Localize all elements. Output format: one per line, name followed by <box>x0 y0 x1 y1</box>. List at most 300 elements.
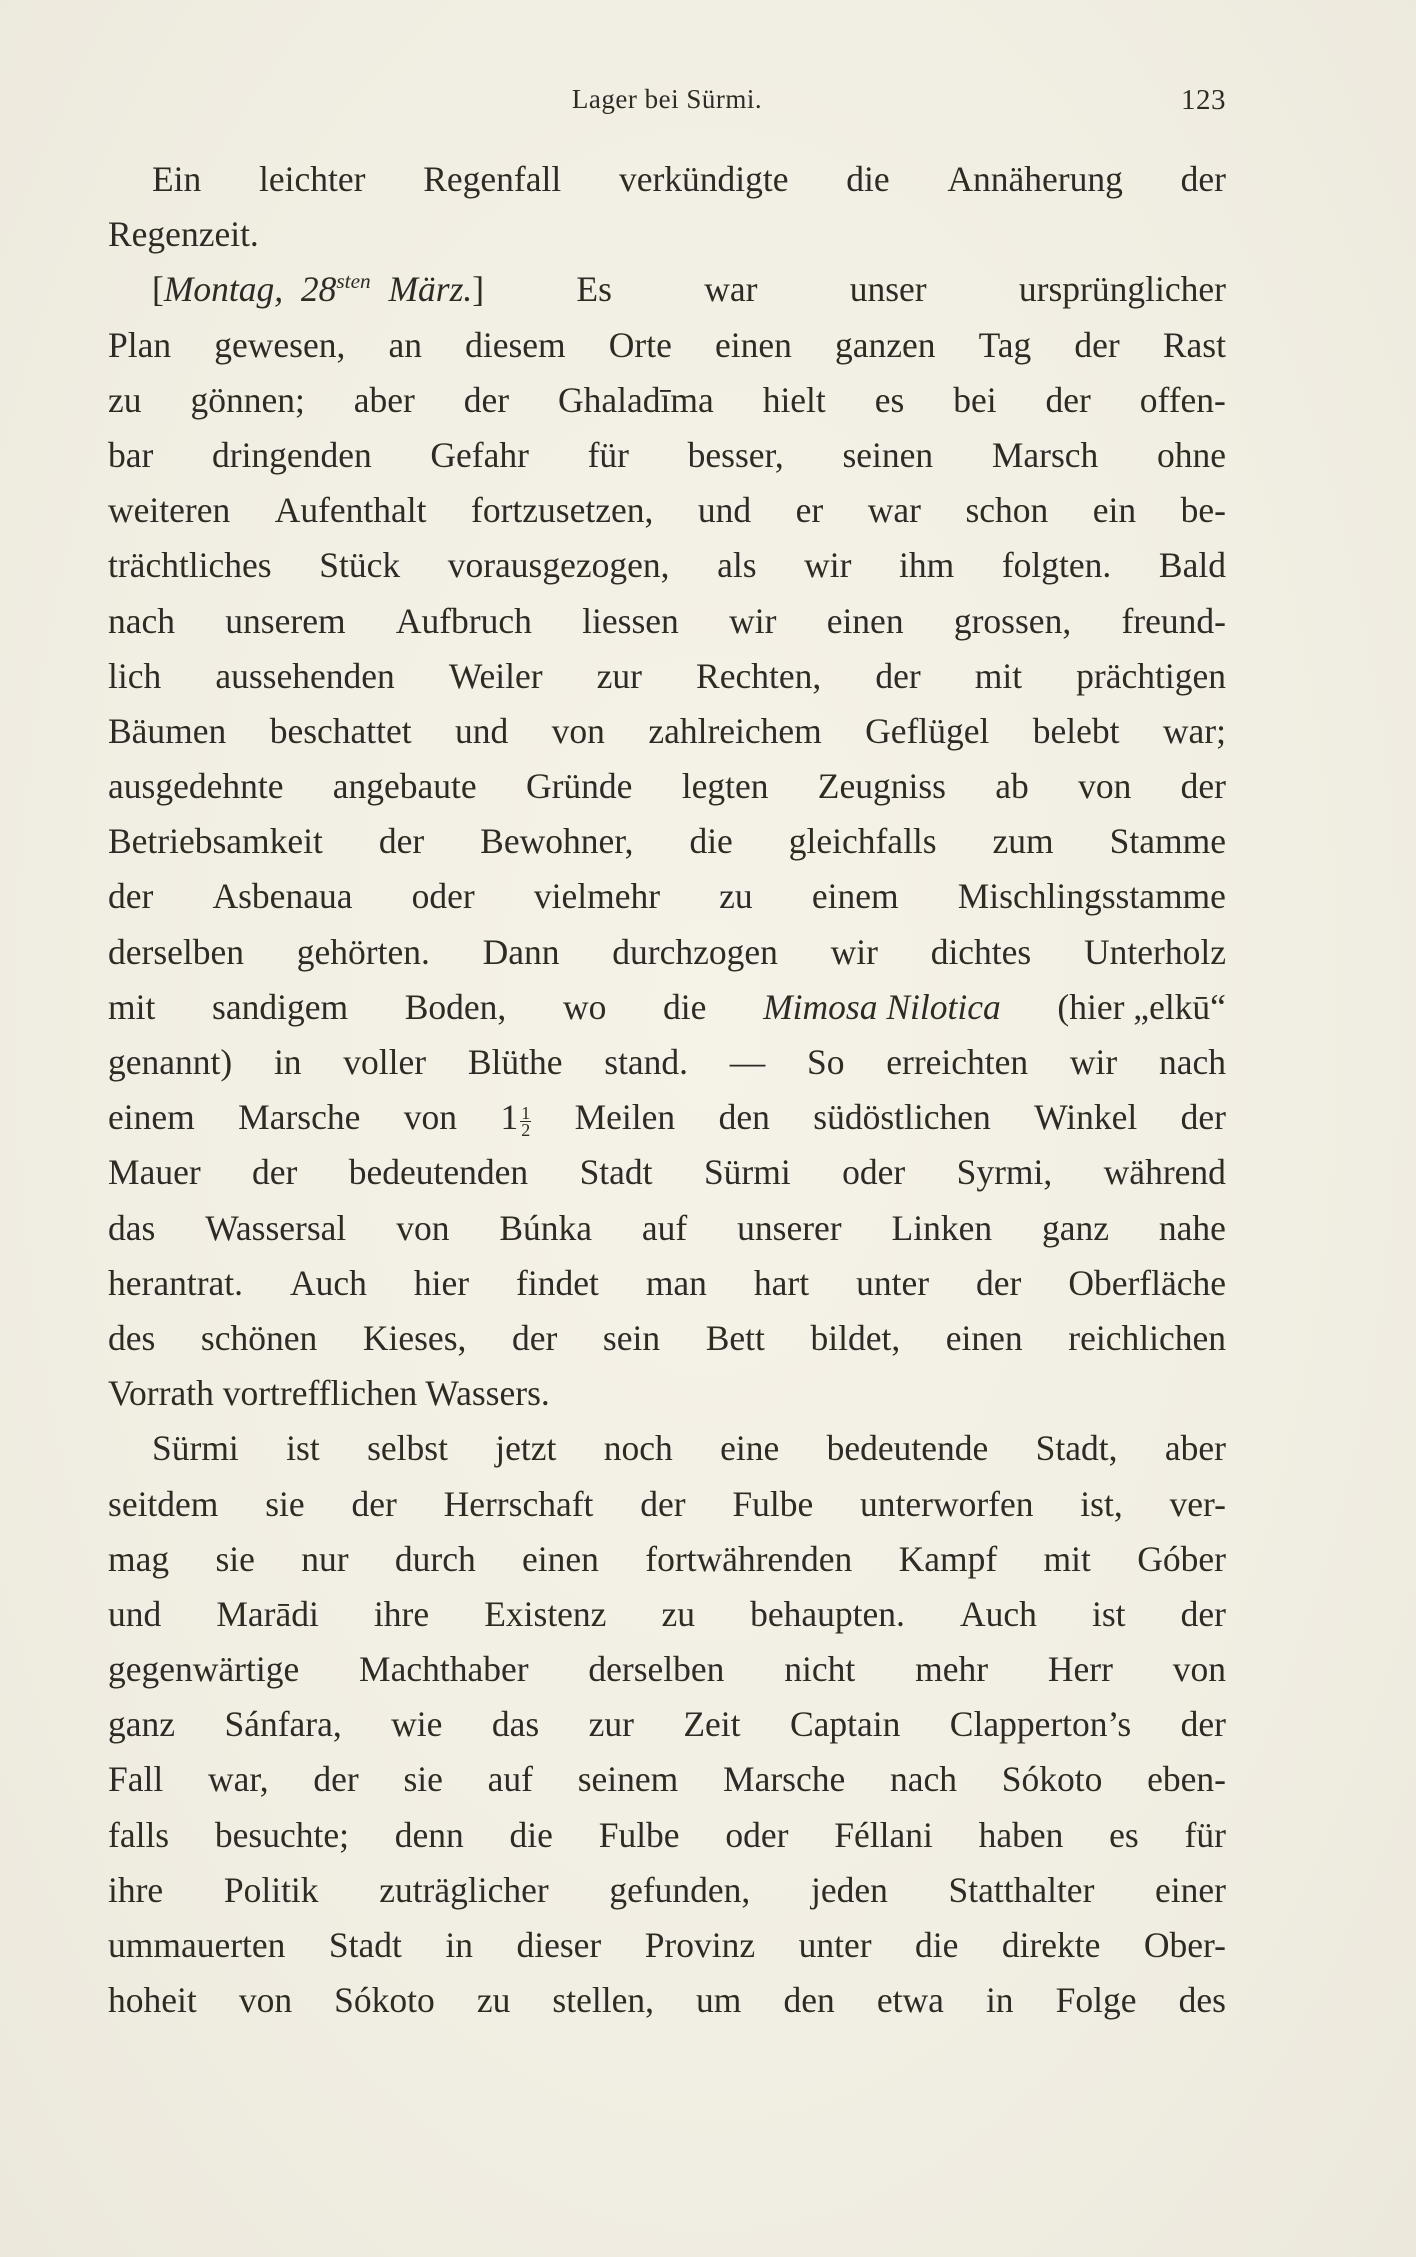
word: der <box>1180 1593 1226 1634</box>
word: zu <box>719 876 753 917</box>
word: man <box>645 1262 707 1303</box>
word: einen <box>522 1538 599 1579</box>
word: hart <box>753 1262 810 1303</box>
word: So <box>807 1042 845 1082</box>
word: folgten. <box>1001 545 1112 586</box>
paragraph-1 <box>108 152 1226 262</box>
half-fraction: $\frac{1}{2}$ <box>521 1102 531 1140</box>
word: Herr <box>1047 1649 1113 1690</box>
word: durchzogen <box>612 931 778 972</box>
word: Mischlingsstamme <box>957 876 1226 917</box>
word: Politik <box>223 1869 319 1910</box>
word: Existenz <box>484 1593 607 1634</box>
word: fortzusetzen, <box>471 490 654 531</box>
dateline-ordinal-suffix: sten <box>336 269 371 294</box>
word: hielt <box>762 379 826 420</box>
word: seinem <box>577 1759 679 1800</box>
word: gewesen, <box>214 324 346 365</box>
text-line <box>108 1201 1226 1256</box>
word: einen <box>826 600 904 641</box>
word: Fulbe <box>598 1814 680 1855</box>
word: die <box>663 986 707 1027</box>
text-line <box>108 428 1226 483</box>
mimosa-line <box>108 980 1226 1035</box>
word: grossen, <box>953 600 1072 641</box>
word: mehr <box>915 1649 989 1690</box>
word: Betriebsamkeit <box>108 821 323 862</box>
word: Weiler <box>448 655 543 696</box>
word: ist <box>1091 1593 1126 1634</box>
word: Statthalter <box>948 1869 1095 1910</box>
word: zu <box>108 379 142 420</box>
word: Annäherung <box>947 159 1123 199</box>
text-line <box>108 925 1226 980</box>
fraction-line <box>108 1090 1226 1145</box>
paragraph-2-part-b <box>108 1035 1226 1090</box>
word: ein <box>1092 490 1137 531</box>
word: wie <box>391 1704 443 1745</box>
word: aussehenden <box>215 655 395 696</box>
word: prächtigen <box>1076 655 1226 696</box>
word: zum <box>992 821 1054 862</box>
word: einem <box>811 876 899 917</box>
word: Sókoto <box>1001 1759 1103 1800</box>
text-line <box>108 1532 1226 1587</box>
word: einer <box>1155 1869 1226 1910</box>
word: seinen <box>842 434 934 475</box>
text-line <box>108 1642 1226 1697</box>
word: hier <box>413 1262 470 1303</box>
dateline: [Montag, $28^{sten}$ März.] <box>152 269 485 310</box>
dateline-month: März. <box>388 269 473 310</box>
word: Blüthe <box>467 1042 563 1082</box>
word: mag <box>108 1538 170 1579</box>
word: unter <box>856 1262 930 1303</box>
word: die <box>915 1925 959 1965</box>
word: einen <box>945 1317 1023 1358</box>
dateline-day: Montag, <box>163 269 284 310</box>
word: ummauerten <box>108 1925 286 1965</box>
word: ihre <box>108 1869 164 1910</box>
word: falls <box>108 1814 170 1855</box>
word: der <box>1180 1704 1226 1745</box>
word: dichtes <box>930 931 1032 972</box>
word: leichter <box>259 159 366 199</box>
text-line <box>108 1808 1226 1863</box>
running-title: Lager bei Sürmi. <box>571 84 763 114</box>
word: der <box>511 1317 558 1358</box>
word: gehörten. <box>296 931 430 972</box>
word: sie <box>265 1483 305 1524</box>
text-line <box>108 1973 1226 2028</box>
word: Búnka <box>499 1207 593 1248</box>
word: denn <box>394 1814 464 1855</box>
word: der <box>378 821 425 862</box>
word: Bald <box>1158 545 1226 586</box>
word: der <box>976 1262 1022 1303</box>
word: Zeugniss <box>817 766 946 807</box>
word: die <box>509 1814 553 1855</box>
word: erreichten <box>886 1042 1029 1082</box>
word: Auch <box>289 1262 367 1303</box>
word: Marādi <box>216 1593 319 1634</box>
word: unserem <box>225 600 346 641</box>
paragraph-2-part-a <box>108 318 1226 980</box>
word: der <box>108 876 154 917</box>
word: Machthaber <box>359 1649 529 1690</box>
word: südöstlichen <box>813 1097 991 1138</box>
word: in <box>985 1980 1014 2021</box>
word: fortwährenden <box>645 1538 853 1579</box>
word: oder <box>411 876 475 917</box>
word: seitdem <box>108 1483 219 1524</box>
word: Bett <box>705 1317 765 1358</box>
word: den <box>783 1980 835 2021</box>
word: nach <box>1158 1042 1226 1082</box>
word: gegenwärtige <box>108 1649 300 1690</box>
word: des <box>108 1317 156 1358</box>
word: wir <box>830 931 878 972</box>
word: voller <box>343 1042 427 1082</box>
word: der <box>463 379 510 420</box>
word: Bäumen <box>108 710 227 751</box>
word: Orte <box>608 324 672 365</box>
word: besuchte; <box>214 1814 349 1855</box>
word: mit <box>974 655 1023 696</box>
word: Ein <box>152 159 202 199</box>
word: ihre <box>373 1593 430 1634</box>
word: bedeutende <box>826 1428 989 1469</box>
word: wir <box>729 600 777 641</box>
word: der <box>351 1483 397 1524</box>
word: der <box>313 1759 359 1800</box>
word: Gefahr <box>430 434 529 475</box>
word: weiteren <box>108 490 231 531</box>
word: der <box>1180 159 1226 199</box>
word: zur <box>588 1704 634 1745</box>
word: nahe <box>1158 1207 1226 1248</box>
word: Plan <box>108 324 172 365</box>
word: mit <box>1043 1538 1091 1579</box>
word: ohne <box>1156 434 1226 475</box>
word: derselben <box>588 1649 725 1690</box>
word: aber <box>353 379 415 420</box>
word: Linken <box>891 1207 993 1248</box>
word: war <box>704 269 758 310</box>
word: Stadt, <box>1035 1428 1118 1469</box>
text-line <box>108 1918 1226 1973</box>
text-line <box>108 1477 1226 1532</box>
word: haben <box>978 1814 1064 1855</box>
word: Fall <box>108 1759 164 1800</box>
word: von <box>1078 766 1132 807</box>
word: einen <box>714 324 792 365</box>
word: der <box>640 1483 686 1524</box>
word: Fulbe <box>732 1483 814 1524</box>
word: ihm <box>899 545 955 586</box>
text-line <box>108 594 1226 649</box>
species-name: Mimosa Nilotica <box>763 986 1001 1027</box>
word: das <box>108 1207 156 1248</box>
running-header <box>108 84 1226 124</box>
text-line <box>108 1035 1226 1090</box>
dateline-ordinal: 28 <box>300 269 337 310</box>
mimosa-line-after: (hier „elkū“ <box>1057 986 1226 1027</box>
word: Syrmi, <box>956 1152 1053 1193</box>
text-line <box>108 649 1226 704</box>
word: gleichfalls <box>788 821 937 862</box>
word: hoheit <box>108 1980 197 2021</box>
body-text <box>108 152 1226 2028</box>
word: war, <box>207 1759 269 1800</box>
word: direkte <box>1001 1925 1101 1965</box>
word: die <box>689 821 733 862</box>
word: unterworfen <box>860 1483 1034 1524</box>
text-line <box>108 538 1226 593</box>
word: offen- <box>1139 379 1226 420</box>
word: freund- <box>1121 600 1226 641</box>
word: von <box>238 1980 293 2021</box>
word: findet <box>516 1262 599 1303</box>
word: Stück <box>319 545 401 586</box>
word: lich <box>108 655 162 696</box>
word: ganz <box>108 1704 176 1745</box>
word: Féllani <box>834 1814 933 1855</box>
word: von <box>403 1097 458 1138</box>
word: nur <box>301 1538 349 1579</box>
word: Aufbruch <box>395 600 532 641</box>
word: gönnen; <box>190 379 305 420</box>
word: sie <box>403 1759 443 1800</box>
word: Stadt <box>328 1925 402 1965</box>
word: von <box>1172 1649 1226 1690</box>
word: und <box>697 490 752 531</box>
text-line <box>108 483 1226 538</box>
word: wo <box>562 986 607 1027</box>
word: Góber <box>1137 1538 1226 1579</box>
word: reichlichen <box>1068 1317 1226 1358</box>
word: mit <box>108 986 156 1027</box>
word: es <box>1109 1814 1139 1855</box>
word: Kampf <box>898 1538 998 1579</box>
word: be- <box>1180 490 1226 531</box>
word: zu <box>661 1593 696 1634</box>
word: herantrat. <box>108 1262 244 1303</box>
word: Gründe <box>525 766 633 807</box>
word: als <box>717 545 757 586</box>
word: Clapperton’s <box>949 1704 1132 1745</box>
word: legten <box>681 766 769 807</box>
word: auf <box>641 1207 688 1248</box>
text-line <box>108 759 1226 814</box>
word: zur <box>596 655 642 696</box>
text-line <box>108 373 1226 428</box>
word: Kieses, <box>362 1317 467 1358</box>
word: von <box>551 710 605 751</box>
word: derselben <box>108 931 245 972</box>
word: bedeutenden <box>348 1152 529 1193</box>
word: beschattet <box>269 710 412 751</box>
word: zuträglicher <box>379 1869 549 1910</box>
word: unserer <box>737 1207 842 1248</box>
dateline-line <box>108 262 1226 317</box>
text-line <box>108 1311 1226 1366</box>
word: ganzen <box>834 324 936 365</box>
word: Unterholz <box>1084 931 1226 972</box>
word: jeden <box>810 1869 888 1910</box>
word: ist <box>286 1428 320 1469</box>
text-line <box>108 869 1226 924</box>
word: ursprünglicher <box>1018 269 1226 310</box>
word: der <box>1074 324 1120 365</box>
word: der <box>1180 1097 1226 1138</box>
page-number: 123 <box>1181 84 1226 116</box>
word: unser <box>849 269 927 310</box>
text-line: Regenzeit. <box>108 214 259 255</box>
word: er <box>795 490 824 531</box>
word: Marsche <box>238 1097 361 1138</box>
word: nicht <box>784 1649 856 1690</box>
word: eben- <box>1147 1759 1226 1800</box>
word: nach <box>108 600 176 641</box>
word: eine <box>720 1428 780 1469</box>
word: und <box>108 1593 162 1634</box>
word: — <box>729 1042 766 1082</box>
fraction-value: 1 $\frac{1}{2}$ <box>500 1097 531 1140</box>
word: der <box>1045 379 1091 420</box>
word: genannt) <box>108 1042 233 1082</box>
word: an <box>388 324 422 365</box>
text-line: Vorrath vortrefflichen Wassers. <box>108 1373 550 1414</box>
word: wir <box>804 545 852 586</box>
word: liessen <box>582 600 679 641</box>
text-line <box>108 1697 1226 1752</box>
text-line <box>108 1421 1226 1476</box>
word: belebt <box>1032 710 1120 751</box>
word: in <box>273 1042 302 1082</box>
word: Ghaladīma <box>558 379 714 420</box>
word: jetzt <box>495 1428 557 1469</box>
word: bar <box>108 434 154 475</box>
word: sein <box>602 1317 661 1358</box>
text-line <box>108 1145 1226 1200</box>
word: etwa <box>876 1980 944 2021</box>
word: Regenfall <box>423 159 562 199</box>
word: die <box>846 159 890 199</box>
text-line <box>108 704 1226 759</box>
word: Rast <box>1162 324 1226 365</box>
word: der <box>1180 766 1226 807</box>
word: Ober- <box>1143 1925 1226 1965</box>
word: vielmehr <box>533 876 661 917</box>
word: der <box>875 655 921 696</box>
text-line <box>108 152 1226 207</box>
word: bei <box>953 379 997 420</box>
word: gefunden, <box>609 1869 751 1910</box>
word: in <box>445 1925 473 1965</box>
word: auf <box>487 1759 533 1800</box>
word: ver- <box>1169 1483 1226 1524</box>
word: war <box>867 490 921 531</box>
word: Sókoto <box>334 1980 435 2021</box>
text-line <box>108 1587 1226 1642</box>
word: durch <box>394 1538 476 1579</box>
word: Geflügel <box>865 710 990 751</box>
word: Herrschaft <box>443 1483 594 1524</box>
word: nach <box>889 1759 957 1800</box>
paragraph-2-part-c <box>108 1145 1226 1421</box>
word: besser, <box>687 434 784 475</box>
word: um <box>696 1980 742 2021</box>
word: Tag <box>978 324 1032 365</box>
word: wir <box>1069 1042 1118 1082</box>
word: sie <box>215 1538 255 1579</box>
word: unter <box>798 1925 872 1965</box>
word: ganz <box>1041 1207 1109 1248</box>
word: trächtliches <box>108 545 272 586</box>
text-line <box>108 1863 1226 1918</box>
word: Oberfläche <box>1068 1262 1226 1303</box>
word: Rechten, <box>696 655 822 696</box>
word: Zeit <box>683 1704 741 1745</box>
word: schon <box>965 490 1049 531</box>
word: aber <box>1164 1428 1226 1469</box>
word: dieser <box>516 1925 602 1965</box>
word: des <box>1178 1980 1226 2021</box>
word: oder <box>842 1152 906 1193</box>
word: Marsche <box>723 1759 846 1800</box>
word: Marsch <box>991 434 1099 475</box>
word: Winkel <box>1034 1097 1138 1138</box>
word: Asbenaua <box>212 876 353 917</box>
word: stand. <box>604 1042 689 1082</box>
word: oder <box>725 1814 789 1855</box>
word: war; <box>1162 710 1226 751</box>
text-line <box>108 1752 1226 1807</box>
word: Es <box>576 269 612 310</box>
text-line <box>108 814 1226 869</box>
word: stellen, <box>552 1980 654 2021</box>
word: Stamme <box>1109 821 1226 862</box>
text-line <box>108 1256 1226 1311</box>
word: angebaute <box>332 766 477 807</box>
word: Boden, <box>404 986 507 1027</box>
word: bildet, <box>810 1317 901 1358</box>
word: dringenden <box>212 434 372 475</box>
word: behaupten. <box>750 1593 905 1634</box>
word: Bewohner, <box>480 821 634 862</box>
word: Auch <box>959 1593 1037 1634</box>
word: diesem <box>465 324 566 365</box>
word: selbst <box>367 1428 448 1469</box>
word: ausgedehnte <box>108 766 284 807</box>
word: einem <box>108 1097 195 1138</box>
paragraph-3 <box>108 1421 1226 2028</box>
word: Wassersal <box>205 1207 347 1248</box>
word: ist, <box>1080 1483 1123 1524</box>
word: sandigem <box>212 986 349 1027</box>
word: Aufenthalt <box>274 490 427 531</box>
word: das <box>491 1704 540 1745</box>
word: es <box>874 379 905 420</box>
word: Stadt <box>579 1152 653 1193</box>
word: Provinz <box>644 1925 756 1965</box>
word: für <box>1184 1814 1226 1855</box>
word: schönen <box>200 1317 318 1358</box>
word: Folge <box>1055 1980 1137 2021</box>
word: zu <box>476 1980 511 2021</box>
word: Dann <box>482 931 560 972</box>
